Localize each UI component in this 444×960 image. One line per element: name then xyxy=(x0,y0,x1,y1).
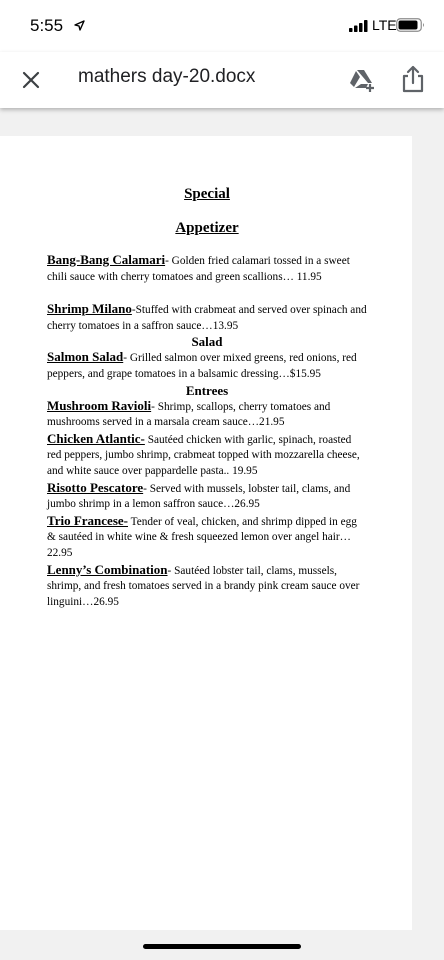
battery-icon xyxy=(396,18,426,32)
menu-item-description: - Shrimp, scallops, cherry tomatoes and mushrooms served in a marsala cream sauce…21.95 xyxy=(47,400,331,429)
home-indicator[interactable] xyxy=(143,944,301,949)
menu-item xyxy=(47,301,367,334)
menu-item xyxy=(47,398,367,431)
status-time: 5:55 xyxy=(30,16,64,35)
menu-item xyxy=(47,252,367,285)
menu-item xyxy=(47,349,367,382)
location-arrow-icon xyxy=(74,20,85,31)
document-content xyxy=(47,186,367,610)
menu-item-name: Shrimp Milano xyxy=(47,301,132,317)
heading-special: Special xyxy=(184,186,230,202)
share-icon[interactable] xyxy=(400,64,426,94)
app-bar xyxy=(0,52,444,108)
menu-item-description: - Sautéed lobster tail, clams, mussels, shrimp, and fresh tomatoes served in a brandy pink cream sauce over linguini…26.95 xyxy=(47,564,360,608)
menu-item-description: Sautéed chicken with garlic, spinach, roasted red peppers, jumbo shrimp, crabmeat topped with mozzarella cheese, and white sauce over pappardelle pasta.. 19.95 xyxy=(47,433,360,477)
cell-signal-icon xyxy=(349,20,369,32)
drive-add-icon[interactable] xyxy=(348,66,376,94)
document-title: mathers day-20.docx xyxy=(78,66,256,87)
menu-item-description: -Stuffed with crabmeat and served over spinach and cherry tomatoes in a saffron sauce…13.95 xyxy=(47,304,367,332)
menu-item-description: - Grilled salmon over mixed greens, red onions, red peppers, and grape tomatoes in a balsamic dressing…$15.95 xyxy=(47,352,357,380)
menu-item-name: Mushroom Ravioli xyxy=(47,397,152,413)
menu-item-name: Salmon Salad xyxy=(47,349,124,365)
menu-item-name: Risotto Pescatore xyxy=(47,479,144,495)
menu-item-name: Chicken Atlantic- xyxy=(47,430,145,446)
network-type: LTE xyxy=(372,17,397,33)
document-page[interactable] xyxy=(0,136,412,930)
status-bar xyxy=(0,0,444,52)
menu-item-name: Bang-Bang Calamari xyxy=(47,252,166,267)
menu-item-description: - Served with mussels, lobster tail, clams, and jumbo shrimp in a lemon saffron sauce…26.95 xyxy=(47,482,351,511)
menu-item xyxy=(47,480,367,513)
close-icon[interactable] xyxy=(18,67,44,93)
menu-item-description: Tender of veal, chicken, and shrimp dipped in egg & sautéed in white wine & fresh squeezed lemon over angel hair…22.95 xyxy=(47,515,357,559)
menu-item-description: - Golden fried calamari tossed in a sweet chili sauce with cherry tomatoes and green scallions… 11.95 xyxy=(47,255,350,283)
heading-appetizer: Appetizer xyxy=(175,220,239,236)
menu-item-name: Lenny’s Combination xyxy=(47,561,168,577)
heading-salad: Salad xyxy=(191,334,223,350)
menu-item xyxy=(47,431,367,480)
heading-entrees: Entrees xyxy=(185,382,229,398)
menu-item-name: Trio Francese- xyxy=(47,512,128,528)
menu-item xyxy=(47,513,367,562)
menu-item xyxy=(47,562,367,611)
